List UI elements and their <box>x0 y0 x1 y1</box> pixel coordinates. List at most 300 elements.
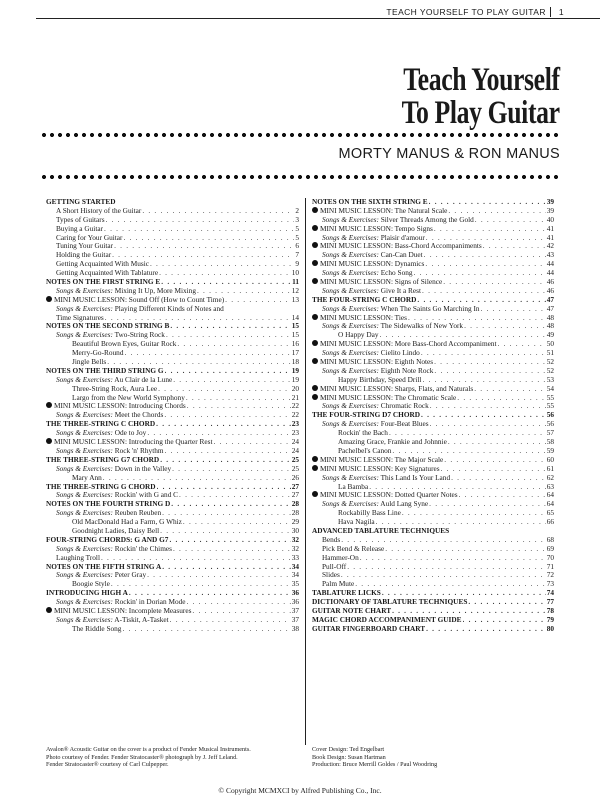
toc-page-number: 26 <box>291 472 299 482</box>
toc-page-number: 56 <box>546 419 554 429</box>
toc-entry-title: MINI MUSIC LESSON: Bass-Chord Accompaniments <box>320 241 482 251</box>
dot-leader <box>124 349 290 358</box>
toc-entry-title: INTRODUCING HIGH A <box>46 588 128 598</box>
bullet-icon <box>312 278 318 284</box>
dot-leader <box>459 491 546 500</box>
toc-entry-title: Ode to Joy <box>114 428 147 438</box>
bullet-icon <box>312 225 318 231</box>
toc-entry-title: Goodnight Ladies, Daisy Bell <box>72 525 160 535</box>
toc-entry-title: THE THREE-STRING G CHORD <box>46 481 156 491</box>
toc-entry-title: Mixing It Up, More Mixing <box>114 285 196 295</box>
dot-leader <box>402 509 546 518</box>
toc-page-number: 16 <box>291 339 299 349</box>
dot-leader <box>483 242 546 251</box>
toc-entry-title: MINI MUSIC LESSON: Sound Off (How to Count Time) <box>54 294 225 304</box>
bullet-icon <box>312 260 318 266</box>
toc-entry-title: MINI MUSIC LESSON: Introducing Chords <box>54 401 186 411</box>
toc-page-number: 25 <box>291 454 299 464</box>
book-title-line-2: To Play Guitar <box>401 95 560 131</box>
toc-page-number: 64 <box>546 490 554 500</box>
dot-leader <box>421 411 546 420</box>
toc-entry-title: Three-String Rock, Aura Lee <box>72 383 158 393</box>
toc-entry-title: MINI MUSIC LESSON: Dynamics <box>320 259 425 269</box>
toc-page-number: 73 <box>546 579 554 589</box>
credit-line: Avalon® Acoustic Guitar on the cover is a product of Fender Musical Instruments. <box>46 746 251 753</box>
toc-page-number: 24 <box>291 437 299 447</box>
toc-page-number: 37 <box>291 614 299 624</box>
toc-page-number: 34 <box>291 561 299 571</box>
dot-leader <box>179 491 291 500</box>
dot-leader <box>457 394 545 403</box>
dot-leader <box>166 331 291 340</box>
toc-entry-title: Getting Acquainted With Music <box>56 259 149 269</box>
toc-page-number: 64 <box>546 499 554 509</box>
dot-leader <box>156 420 291 429</box>
toc-entry-title: TABLATURE LICKS <box>312 588 381 598</box>
toc-page-number: 46 <box>546 277 554 287</box>
toc-entry-title: Tuning Your Guitar <box>56 241 114 251</box>
toc-entry-title: DICTIONARY OF TABLATURE TECHNIQUES <box>312 597 468 607</box>
authors: MORTY MANUS & RON MANUS <box>338 146 560 162</box>
toc-page-number: 58 <box>546 437 554 447</box>
toc-page-number: 48 <box>546 312 554 322</box>
dot-leader <box>441 465 546 474</box>
toc-page-number: 59 <box>546 445 554 455</box>
dot-leader <box>360 554 546 563</box>
toc-page-number: 39 <box>546 205 554 215</box>
dot-leader <box>464 322 546 331</box>
toc-entry-title: GETTING STARTED <box>46 197 116 206</box>
toc-page-number: 74 <box>546 588 554 598</box>
toc-page-number: 49 <box>546 330 554 340</box>
toc-page-number: 38 <box>291 623 299 633</box>
dot-leader <box>122 625 290 634</box>
dot-leader <box>150 260 294 269</box>
dot-leader <box>429 500 546 509</box>
bullet-icon <box>312 456 318 462</box>
dot-leader <box>355 580 545 589</box>
dot-leader <box>162 563 290 572</box>
toc-page-number: 69 <box>546 543 554 553</box>
toc-page-number: 23 <box>291 419 299 429</box>
toc-entry-title: Rockin' in Dorian Mode <box>114 597 186 607</box>
toc-entry <box>312 554 554 563</box>
dot-leader <box>347 563 546 572</box>
toc-page-number: 54 <box>546 383 554 393</box>
toc-entry-title: MAGIC CHORD ACCOMPANIMENT GUIDE <box>312 614 462 624</box>
toc-entry-title: A-Tiskit, A-Tasket <box>114 614 169 624</box>
songs-exercises-label: Songs & Exercises: <box>322 303 379 313</box>
dot-leader <box>430 420 546 429</box>
toc-page-number: 44 <box>546 268 554 278</box>
toc-entry-title: Getting Acquainted With Tablature <box>56 268 159 278</box>
dot-leader <box>170 616 291 625</box>
toc-entry-title: Eighth Note Rock <box>380 365 434 375</box>
toc-entry-title: MINI MUSIC LESSON: Sharps, Flats, and Naturals <box>320 383 474 393</box>
dot-leader <box>169 536 290 545</box>
toc-entry-title: Time Signatures <box>56 312 104 322</box>
toc-entry-title: Pachelbel's Canon <box>338 445 392 455</box>
toc-page-number: 14 <box>291 312 299 322</box>
toc-entry-title: A Short History of the Guitar <box>56 205 142 215</box>
toc-entry-title: Rock 'n' Rhythm <box>114 445 164 455</box>
dot-leader <box>123 234 294 243</box>
credit-line: Cover Design: Ted Engelbart <box>312 746 385 753</box>
bullet-icon <box>312 242 318 248</box>
toc-page-number: 50 <box>546 339 554 349</box>
toc-entry-title: Caring for Your Guitar <box>56 232 123 242</box>
songs-exercises-label: Songs & Exercises: <box>322 365 379 375</box>
toc-page-number: 33 <box>291 552 299 562</box>
songs-exercises-label: Songs & Exercises: <box>322 250 379 260</box>
toc-page-number: 80 <box>546 623 554 633</box>
toc-entry-title: Reuben Reuben <box>114 508 162 518</box>
dot-leader <box>165 447 291 456</box>
toc-entry-title: Down in the Valley <box>114 463 172 473</box>
songs-exercises-label: Songs & Exercises: <box>56 303 113 313</box>
toc-entry-title: Bends <box>322 534 341 544</box>
running-title: TEACH YOURSELF TO PLAY GUITAR <box>386 7 546 17</box>
toc-page-number: 28 <box>291 508 299 518</box>
songs-exercises-label: Songs & Exercises: <box>56 285 113 295</box>
toc-entry <box>312 625 554 634</box>
dot-leader <box>173 545 291 554</box>
toc-page-number: 71 <box>546 561 554 571</box>
dot-leader <box>421 349 546 358</box>
toc-page-number: 21 <box>291 392 299 402</box>
toc-entry-title: O Happy Day <box>338 330 379 340</box>
songs-exercises-label: Songs & Exercises: <box>56 543 113 553</box>
songs-exercises-label: Songs & Exercises: <box>56 463 113 473</box>
bullet-icon <box>46 438 52 444</box>
toc-entry-title: NOTES ON THE SECOND STRING B <box>46 321 170 331</box>
dot-leader <box>426 625 546 634</box>
toc-entry-title: Peter Gray <box>114 570 147 580</box>
toc-entry-title: Meet the Chords <box>114 410 164 420</box>
toc-entry-title: Merry-Go-Round <box>72 348 124 358</box>
toc-entry-title: MINI MUSIC LESSON: Signs of Silence <box>320 277 443 287</box>
toc-page-number: 20 <box>291 383 299 393</box>
toc-page-number: 5 <box>295 223 299 233</box>
toc-entry-title: Auld Lang Syne <box>380 499 429 509</box>
toc-entry-title: MINI MUSIC LESSON: The Chromatic Scale <box>320 392 457 402</box>
toc-page-number: 77 <box>546 597 554 607</box>
songs-exercises-label: Songs & Exercises: <box>322 268 379 278</box>
toc-page-number: 79 <box>546 614 554 624</box>
dot-leader <box>341 571 546 580</box>
songs-exercises-label: Songs & Exercises: <box>322 472 379 482</box>
songs-exercises-label: Songs & Exercises: <box>322 401 379 411</box>
toc-page-number: 62 <box>546 472 554 482</box>
toc-page-number: 55 <box>546 392 554 402</box>
credit-line: Book Design: Susan Hartman <box>312 753 386 761</box>
toc-entry-title: This Land Is Your Land <box>380 472 451 482</box>
dot-leader <box>443 278 545 287</box>
toc-page-number: 27 <box>291 490 299 500</box>
toc-entry-title: Laughing Troll <box>56 552 100 562</box>
dot-leader <box>463 616 546 625</box>
dot-leader <box>183 518 291 527</box>
toc-entry-title: NOTES ON THE FIFTH STRING A <box>46 561 162 571</box>
toc-entry-title: Two-String Rock <box>114 330 165 340</box>
toc-entry-title: Holding the Guitar <box>56 250 112 260</box>
toc-entry-title: Give It a Rest <box>380 285 422 295</box>
toc-page-number: 36 <box>291 597 299 607</box>
songs-exercises-label: Songs & Exercises: <box>56 508 113 518</box>
toc-entry-title: MINI MUSIC LESSON: Eighth Notes <box>320 357 434 367</box>
toc-column-left <box>46 198 299 634</box>
dot-leader <box>444 456 545 465</box>
toc-page-number: 63 <box>546 481 554 491</box>
toc-page-number: 70 <box>546 552 554 562</box>
toc-entry-title: Mary Ann <box>72 472 102 482</box>
toc-page-number: 32 <box>291 534 299 544</box>
toc-page-number: 22 <box>291 401 299 411</box>
bullet-icon <box>46 607 52 613</box>
dot-leader <box>448 438 546 447</box>
toc-column-right <box>312 198 554 634</box>
toc-entry-title: Playing Different Kinds of Notes and <box>114 303 224 313</box>
toc-entry-title: When The Saints Go Marching In <box>380 303 480 313</box>
toc-entry-title: Amazing Grace, Frankie and Johnnie <box>338 437 447 447</box>
toc-page-number: 56 <box>546 410 554 420</box>
toc-page-number: 7 <box>295 250 299 260</box>
songs-exercises-label: Songs & Exercises: <box>56 490 113 500</box>
toc-page-number: 68 <box>546 534 554 544</box>
toc-page-number: 40 <box>546 214 554 224</box>
toc-entry <box>312 563 554 572</box>
header-separator <box>550 7 551 17</box>
toc-entry-title: Chromatic Rock <box>380 401 429 411</box>
toc-page-number: 19 <box>291 365 299 375</box>
toc-page-number: 51 <box>546 348 554 358</box>
toc-page-number: 3 <box>295 214 299 224</box>
toc-entry-title: MINI MUSIC LESSON: The Natural Scale <box>320 205 448 215</box>
toc-entry-title: Palm Mute <box>322 579 355 589</box>
toc-page-number: 35 <box>291 579 299 589</box>
dot-leader <box>385 545 545 554</box>
bullet-icon <box>46 296 52 302</box>
toc-page-number: 52 <box>546 365 554 375</box>
dot-leader <box>177 340 290 349</box>
toc-entry <box>46 625 299 634</box>
toc-page-number: 72 <box>546 570 554 580</box>
toc-page-number: 30 <box>291 525 299 535</box>
toc-entry-title: Buying a Guitar <box>56 223 104 233</box>
toc-page-number: 15 <box>291 321 299 331</box>
credit-line: Production: Bruce Merrill Goldes / Paul Woodring <box>312 761 438 769</box>
toc-page-number: 34 <box>291 570 299 580</box>
toc-entry-title: Rockin' the Chimes <box>114 543 172 553</box>
copyright-notice: © Copyright MCMXCI by Alfred Publishing Co., Inc. <box>218 786 382 795</box>
bullet-icon <box>312 207 318 213</box>
toc-page-number: 6 <box>295 241 299 251</box>
dot-leader <box>114 242 294 251</box>
toc-page-number: 12 <box>291 285 299 295</box>
toc-entry-title: Pull-Off <box>322 561 347 571</box>
dot-leader <box>424 251 546 260</box>
toc-entry-title: MINI MUSIC LESSON: Key Signatures <box>320 463 440 473</box>
toc-page-number: 60 <box>546 454 554 464</box>
toc-page-number: 66 <box>546 517 554 527</box>
book-title <box>402 64 560 130</box>
dot-leader <box>225 296 291 305</box>
dot-leader <box>474 385 545 394</box>
dot-leader <box>165 367 291 376</box>
songs-exercises-label: Songs & Exercises: <box>56 428 113 438</box>
toc-page-number: 24 <box>291 445 299 455</box>
toc-entry-title: THE THREE-STRING G7 CHORD <box>46 454 160 464</box>
toc-page-number: 5 <box>295 232 299 242</box>
toc-page-number: 57 <box>546 428 554 438</box>
toc-entry-title: NOTES ON THE FIRST STRING E <box>46 277 161 287</box>
toc-entry-title: Slides <box>322 570 340 580</box>
dot-leader <box>187 598 291 607</box>
songs-exercises-label: Songs & Exercises: <box>322 285 379 295</box>
toc-entry-title: The Sidewalks of New York <box>380 321 464 331</box>
bullet-icon <box>312 314 318 320</box>
toc-entry-title: NOTES ON THE FOURTH STRING D <box>46 499 171 509</box>
toc-page-number: 41 <box>546 223 554 233</box>
toc-page-number: 25 <box>291 463 299 473</box>
toc-entry-title: MINI MUSIC LESSON: Incomplete Measures <box>54 605 192 615</box>
songs-exercises-label: Songs & Exercises: <box>56 570 113 580</box>
toc-entry-title: Can-Can Duet <box>380 250 423 260</box>
dot-leader <box>434 225 546 234</box>
toc-page-number: 37 <box>291 605 299 615</box>
toc-entry <box>312 527 554 536</box>
songs-exercises-label: Songs & Exercises: <box>322 499 379 509</box>
dot-leader <box>187 402 291 411</box>
dot-leader <box>170 322 290 331</box>
dot-leader <box>111 580 291 589</box>
toc-entry-title: FOUR-STRING CHORDS: G AND G7 <box>46 534 169 544</box>
toc-page-number: 43 <box>546 250 554 260</box>
toc-page-number: 28 <box>291 499 299 509</box>
dot-leader <box>104 225 294 234</box>
running-header <box>0 0 600 20</box>
toc-entry-title: Echo Song <box>380 268 413 278</box>
toc-entry-title: NOTES ON THE THIRD STRING G <box>46 365 164 375</box>
songs-exercises-label: Songs & Exercises: <box>56 445 113 455</box>
toc-page-number: 17 <box>291 348 299 358</box>
toc-page-number: 52 <box>546 357 554 367</box>
bullet-icon <box>312 385 318 391</box>
toc-page-number: 19 <box>291 374 299 384</box>
songs-exercises-label: Songs & Exercises: <box>56 374 113 384</box>
songs-exercises-label: Songs & Exercises: <box>322 321 379 331</box>
toc-entry-title: Rockin' with G and C <box>114 490 179 500</box>
dot-leader <box>160 527 291 536</box>
toc-page-number: 53 <box>546 374 554 384</box>
dot-leader <box>160 456 291 465</box>
songs-exercises-label: Songs & Exercises: <box>322 232 379 242</box>
toc-page-number: 2 <box>295 205 299 215</box>
dot-leader <box>422 287 546 296</box>
toc-entry-title: MINI MUSIC LESSON: Dotted Quarter Notes <box>320 490 458 500</box>
toc-entry-title: THE FOUR-STRING D7 CHORD <box>312 410 421 420</box>
dot-leader <box>192 607 290 616</box>
dot-leader <box>430 402 546 411</box>
dot-leader <box>498 340 546 349</box>
toc-page-number: 29 <box>291 517 299 527</box>
toc-entry-title: Cielito Lindo <box>380 348 420 358</box>
bullet-icon <box>312 340 318 346</box>
dot-leader <box>475 216 546 225</box>
toc-page-number: 9 <box>295 259 299 269</box>
songs-exercises-label: Songs & Exercises: <box>56 597 113 607</box>
toc-entry-title: MINI MUSIC LESSON: Tempo Signs <box>320 223 433 233</box>
credit-line: Fender Stratocaster® courtesy of Carl Culpepper. <box>46 761 169 769</box>
toc-page-number: 36 <box>291 588 299 598</box>
credit-line: Photo courtesy of Fender. Fender Stratocaster® photograph by J. Jeff Leland. <box>46 753 238 761</box>
bullet-icon <box>312 491 318 497</box>
toc-page-number: 11 <box>292 277 299 287</box>
toc-entry-title: GUITAR FINGERBOARD CHART <box>312 623 426 633</box>
toc-page-number: 61 <box>546 463 554 473</box>
dot-leader <box>147 571 291 580</box>
toc-entry-title: La Bamba <box>338 481 369 491</box>
toc-entry-title: Pick Bend & Release <box>322 543 385 553</box>
page-number: 1 <box>558 7 564 17</box>
dot-leader <box>186 394 291 403</box>
dot-leader <box>159 269 291 278</box>
toc-entry-title: Hava Nagila <box>338 517 375 527</box>
dot-leader <box>142 207 294 216</box>
toc-entry-title: MINI MUSIC LESSON: More Bass-Chord Accompaniment <box>320 339 497 349</box>
dot-leader <box>106 216 295 225</box>
toc-page-number: 27 <box>291 481 299 491</box>
toc-page-number: 13 <box>291 294 299 304</box>
toc-entry-title: THE THREE-STRING C CHORD <box>46 419 156 429</box>
dot-leader <box>173 376 290 385</box>
dot-leader <box>468 598 545 607</box>
bullet-icon <box>312 465 318 471</box>
dot-leader <box>481 305 546 314</box>
credits-right <box>312 746 552 769</box>
toc-page-number: 15 <box>291 330 299 340</box>
toc-page-number: 48 <box>546 321 554 331</box>
songs-exercises-label: Songs & Exercises: <box>56 614 113 624</box>
toc-page-number: 47 <box>546 303 554 313</box>
dot-leader <box>451 474 546 483</box>
toc-page-number: 41 <box>546 232 554 242</box>
toc-page-number: 65 <box>546 508 554 518</box>
toc-entry-title: The Riddle Song <box>72 623 122 633</box>
toc-page-number: 39 <box>546 197 554 206</box>
toc-entry-title: NOTES ON THE SIXTH STRING E <box>312 197 428 206</box>
toc-entry-title: Rockabilly Bass Line <box>338 508 401 518</box>
toc-page-number: 18 <box>291 357 299 367</box>
toc-page-number: 78 <box>546 605 554 615</box>
toc-entry-title: Rockin' the Bach <box>338 428 388 438</box>
toc-entry-title: THE FOUR-STRING C CHORD <box>312 294 417 304</box>
dot-leader <box>425 260 545 269</box>
bullet-icon <box>312 394 318 400</box>
dot-leader <box>172 465 291 474</box>
songs-exercises-label: Songs & Exercises: <box>56 410 113 420</box>
songs-exercises-label: Songs & Exercises: <box>322 214 379 224</box>
toc-page-number: 42 <box>546 241 554 251</box>
toc-entry-title: Four-Beat Blues <box>380 419 429 429</box>
toc-page-number: 46 <box>546 285 554 295</box>
toc-entry-title: GUITAR NOTE CHART <box>312 605 392 615</box>
toc-entry-title: Boogie Style <box>72 579 110 589</box>
toc-entry-title: MINI MUSIC LESSON: The Major Scale <box>320 454 444 464</box>
toc-page-number: 32 <box>291 543 299 553</box>
songs-exercises-label: Songs & Exercises: <box>322 419 379 429</box>
dot-leader <box>214 438 291 447</box>
